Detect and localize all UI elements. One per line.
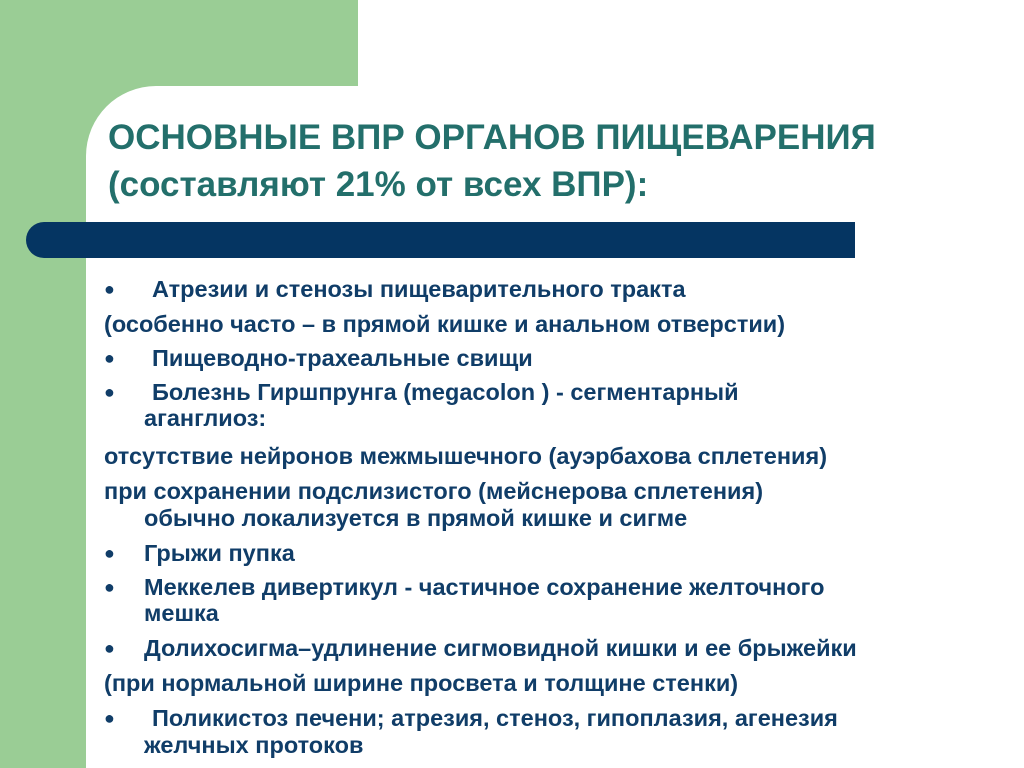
list-item: Грыжи пупка (144, 540, 295, 566)
bullet-dot: ● (104, 577, 115, 597)
list-item: отсутствие нейронов межмышечного (ауэрбахова сплетения) (104, 443, 828, 469)
list-item: мешка (144, 600, 219, 626)
list-item: Болезнь Гиршпрунга (megacolon ) - сегментарный (152, 379, 739, 405)
list-item: аганглиоз: (144, 405, 267, 431)
bullet-dot: ● (104, 279, 115, 299)
bullet-dot: ● (104, 348, 115, 368)
list-item: (особенно часто – в прямой кишке и анальном отверстии) (104, 311, 786, 337)
bullet-dot: ● (104, 382, 115, 402)
bullet-dot: ● (104, 543, 115, 563)
bullet-dot: ● (104, 708, 115, 728)
list-item: Меккелев дивертикул - частичное сохранение желточного (144, 574, 825, 600)
list-item: Пищеводно-трахеальные свищи (152, 345, 533, 371)
list-item: при сохранении подслизистого (мейснерова сплетения) (104, 478, 764, 504)
list-item: желчных протоков (144, 732, 364, 758)
list-item: Атрезии и стенозы пищеварительного тракта (152, 276, 686, 302)
title-line-1: ОСНОВНЫЕ ВПР ОРГАНОВ ПИЩЕВАРЕНИЯ (108, 118, 876, 157)
list-item: (при нормальной ширине просвета и толщине стенки) (104, 670, 739, 696)
title-line-2: (составляют 21% от всех ВПР): (108, 165, 649, 204)
list-item: Долихосигма–удлинение сигмовидной кишки и ее брыжейки (144, 635, 857, 661)
list-item: обычно локализуется в прямой кишке и сигме (144, 505, 688, 531)
bullet-dot: ● (104, 638, 115, 658)
list-item: Поликистоз печени; атрезия, стеноз, гипоплазия, агенезия (152, 705, 838, 731)
